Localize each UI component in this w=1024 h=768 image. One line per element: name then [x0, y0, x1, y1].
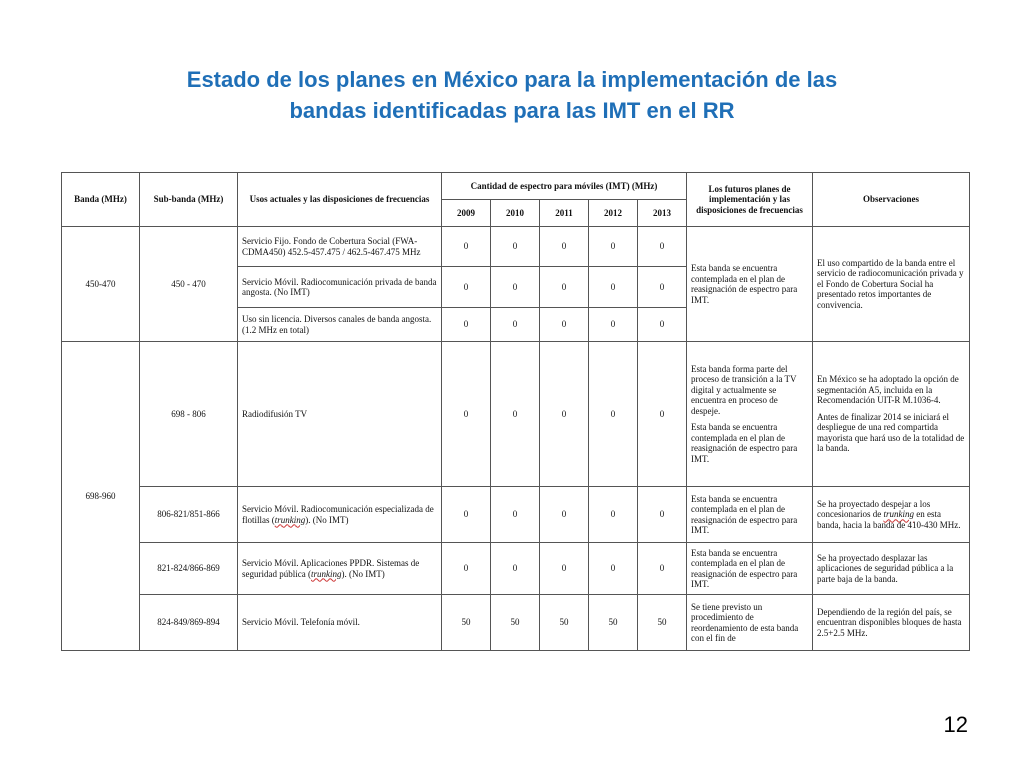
obs-text: en esta banda, hacia la banda de 410-430 MHz. [817, 509, 961, 530]
futuros-cell: Esta banda se encuentra contemplada en el plan de reasignación de espectro para IMT. [687, 227, 813, 342]
value-cell: 0 [442, 543, 491, 595]
observaciones-cell: Dependiendo de la región del país, se encuentran disponibles bloques de hasta 2.5+2.5 MHz. [813, 595, 970, 651]
header-usos: Usos actuales y las disposiciones de frecuencias [238, 173, 442, 227]
futuros-paragraph: Esta banda se encuentra contemplada en el plan de reasignación de espectro para IMT. [691, 422, 798, 464]
futuros-paragraph: Esta banda forma parte del proceso de transición a la TV digital y actualmente se encuentra en proceso de despeje. [691, 363, 797, 416]
value-cell: 0 [638, 487, 687, 543]
usos-cell: Servicio Móvil. Telefonía móvil. [238, 595, 442, 651]
observaciones-cell: Se ha proyectado desplazar las aplicaciones de seguridad pública a la parte baja de la banda. [813, 543, 970, 595]
usos-text: ). (No IMT) [341, 568, 385, 579]
value-cell: 0 [491, 308, 540, 342]
subbanda-cell: 806-821/851-866 [140, 487, 238, 543]
value-cell: 0 [491, 267, 540, 308]
table-row [62, 543, 970, 595]
banda-cell: 698-960 [62, 342, 140, 651]
usos-text: Servicio Móvil. Radiocomunicación especializada de flotillas ( [242, 504, 434, 525]
value-cell: 0 [589, 487, 638, 543]
subbanda-cell: 450 - 470 [140, 227, 238, 342]
table-row [62, 342, 970, 487]
value-cell: 0 [638, 267, 687, 308]
table-row [62, 487, 970, 543]
value-cell: 0 [638, 308, 687, 342]
usos-cell: Radiodifusión TV [238, 342, 442, 487]
year-header: 2012 [589, 200, 638, 227]
usos-text: ). (No IMT) [305, 514, 349, 525]
year-header: 2009 [442, 200, 491, 227]
header-futuros: Los futuros planes de implementación y las disposiciones de frecuencias [687, 173, 813, 227]
observaciones-cell [813, 342, 970, 487]
value-cell: 0 [442, 308, 491, 342]
usos-cell: Uso sin licencia. Diversos canales de banda angosta. (1.2 MHz en total) [238, 308, 442, 342]
value-cell: 50 [638, 595, 687, 651]
futuros-cell: Se tiene previsto un procedimiento de reordenamiento de esta banda con el fin de [687, 595, 813, 651]
subbanda-cell: 821-824/866-869 [140, 543, 238, 595]
subbanda-cell: 824-849/869-894 [140, 595, 238, 651]
usos-text: Servicio Móvil. Aplicaciones PPDR. Sistemas de seguridad pública ( [242, 558, 420, 579]
value-cell: 0 [442, 267, 491, 308]
trunking-term: trunking [883, 509, 914, 520]
futuros-cell: Esta banda se encuentra contemplada en el plan de reasignación de espectro para IMT. [687, 487, 813, 543]
value-cell: 0 [540, 227, 589, 267]
value-cell: 0 [589, 308, 638, 342]
value-cell: 0 [540, 487, 589, 543]
header-subbanda: Sub-banda (MHz) [140, 173, 238, 227]
title-line-1: Estado de los planes en México para la implementación de las [186, 67, 838, 92]
value-cell: 0 [589, 227, 638, 267]
value-cell: 0 [540, 342, 589, 487]
value-cell: 0 [540, 267, 589, 308]
year-header: 2010 [491, 200, 540, 227]
value-cell: 0 [589, 342, 638, 487]
table-row [62, 595, 970, 651]
usos-cell [238, 487, 442, 543]
observaciones-cell [813, 487, 970, 543]
usos-cell [238, 543, 442, 595]
value-cell: 0 [491, 543, 540, 595]
header-observaciones: Observaciones [813, 173, 970, 227]
trunking-term: trunking [310, 568, 342, 579]
value-cell: 50 [491, 595, 540, 651]
futuros-cell [687, 342, 813, 487]
value-cell: 0 [638, 342, 687, 487]
value-cell: 0 [540, 308, 589, 342]
trunking-term: trunking [274, 514, 306, 525]
slide-title [40, 64, 984, 126]
year-header: 2011 [540, 200, 589, 227]
banda-cell: 450-470 [62, 227, 140, 342]
value-cell: 0 [442, 487, 491, 543]
obs-text: Se ha proyectado despejar a los concesionarios de [817, 498, 931, 520]
value-cell: 0 [638, 227, 687, 267]
value-cell: 0 [589, 543, 638, 595]
value-cell: 0 [491, 487, 540, 543]
value-cell: 0 [442, 227, 491, 267]
value-cell: 50 [589, 595, 638, 651]
value-cell: 0 [540, 543, 589, 595]
table-crop-mask [56, 664, 976, 676]
header-banda: Banda (MHz) [62, 173, 140, 227]
year-header: 2013 [638, 200, 687, 227]
obs-paragraph: En México se ha adoptado la opción de segmentación A5, incluida en la Recomendación UIT-R M.1036-4. [817, 374, 959, 406]
observaciones-cell: El uso compartido de la banda entre el servicio de radiocomunicación privada y el Fondo de Cobertura Social ha presentado retos importantes de convivencia. [813, 227, 970, 342]
value-cell: 0 [442, 342, 491, 487]
value-cell: 50 [442, 595, 491, 651]
value-cell: 0 [638, 543, 687, 595]
value-cell: 0 [491, 227, 540, 267]
value-cell: 50 [540, 595, 589, 651]
table-row [62, 227, 970, 267]
futuros-cell: Esta banda se encuentra contemplada en el plan de reasignación de espectro para IMT. [687, 543, 813, 595]
obs-paragraph: Antes de finalizar 2014 se iniciará el despliegue de una red compartida mayorista que hará uso de la totalidad de la banda. [817, 411, 965, 454]
value-cell: 0 [589, 267, 638, 308]
subbanda-cell: 698 - 806 [140, 342, 238, 487]
value-cell: 0 [491, 342, 540, 487]
header-cantidad: Cantidad de espectro para móviles (IMT) (MHz) [442, 173, 687, 200]
usos-cell: Servicio Fijo. Fondo de Cobertura Social (FWA-CDMA450) 452.5-457.475 / 462.5-467.475 MHz [238, 227, 442, 267]
spectrum-table [61, 172, 970, 651]
page-number: 12 [943, 712, 968, 737]
title-line-2: bandas identificadas para las IMT en el RR [289, 98, 735, 123]
usos-cell: Servicio Móvil. Radiocomunicación privada de banda angosta. (No IMT) [238, 267, 442, 308]
